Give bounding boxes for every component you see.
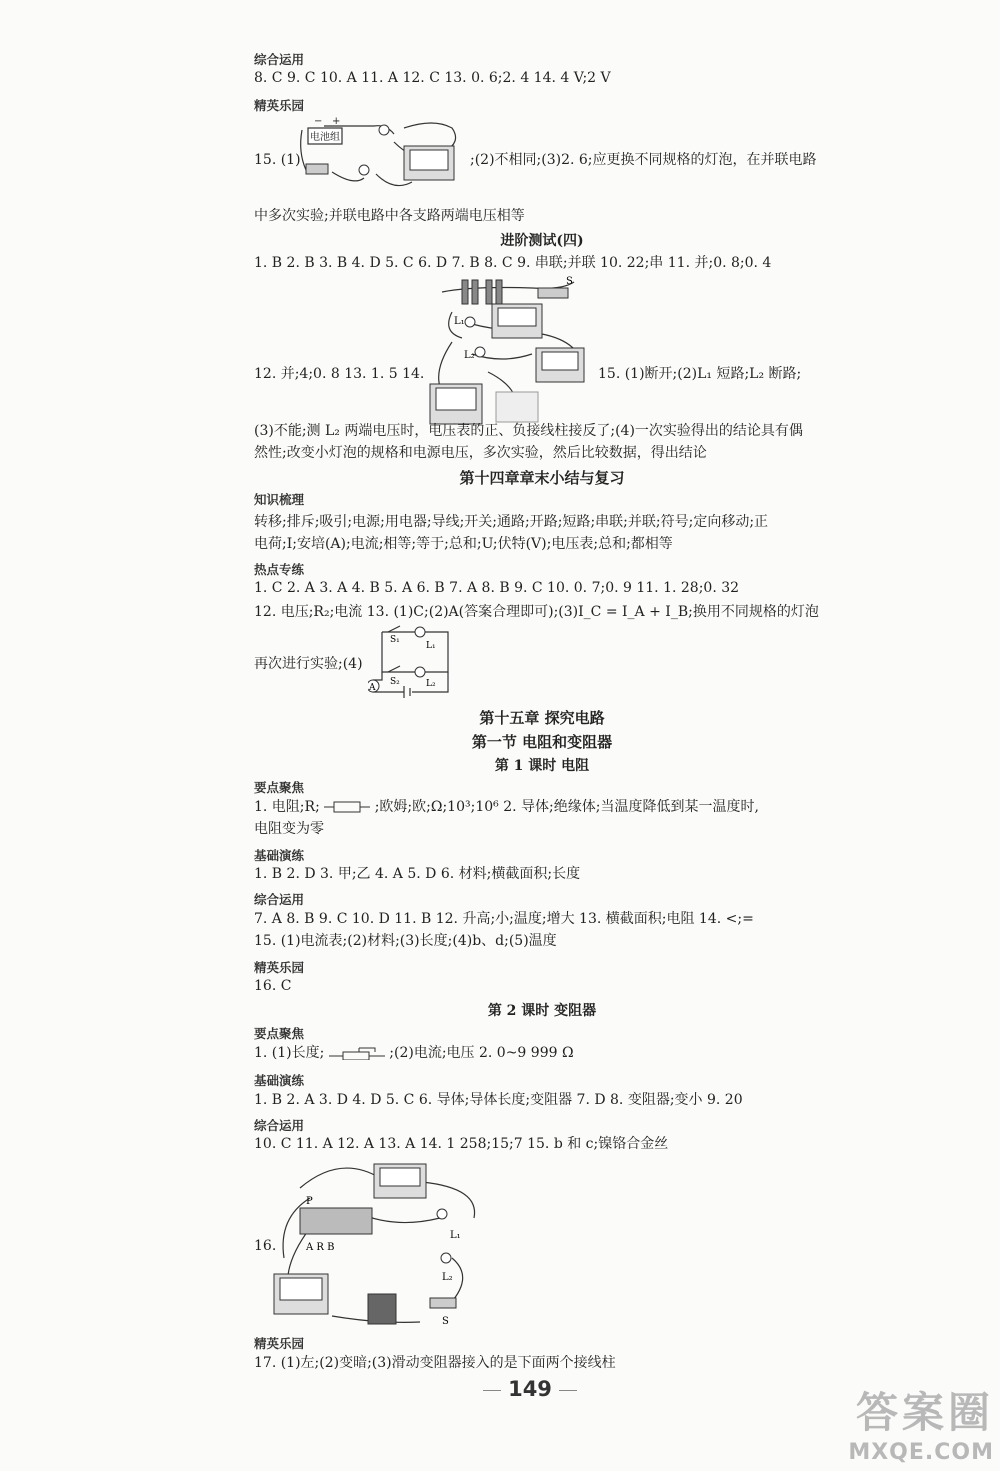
answer-line: 1. B 2. A 3. D 4. D 5. C 6. 导体;导体长度;变阻器 7. D 8. 变阻器;变小 9. 20 (254, 1092, 743, 1108)
answer-line: 10. C 11. A 12. A 13. A 14. 1 258;15;7 15. b 和 c;镍铬合金丝 (254, 1136, 669, 1152)
answer-line: 17. (1)左;(2)变暗;(3)滑动变阻器接入的是下面两个接线柱 (254, 1355, 616, 1371)
page-number: 149 (470, 1377, 590, 1401)
lamp-l1-label: L₁ (426, 641, 436, 651)
heading-jichu-yanlian: 基础演练 (254, 848, 305, 863)
heading-yaodian-jujiao: 要点聚焦 (254, 780, 305, 795)
switch (306, 164, 328, 174)
circuit-figure-q16 (270, 1158, 490, 1334)
bulb-l2 (359, 165, 369, 175)
ammeter-dial (498, 308, 536, 326)
heading-jichu-yanlian: 基础演练 (254, 1073, 305, 1088)
rheostat-p-label: P (306, 1196, 313, 1207)
knowledge-line-2: 电荷;I;安培(A);电流;相等;等于;总和;U;伏特(V);电压表;总和;都相等 (254, 536, 673, 552)
battery-cell-1 (462, 280, 468, 304)
voltmeter-2-dial (436, 388, 476, 410)
question-16-number: 16. (254, 1238, 277, 1254)
answer-line: 15. (1)电流表;(2)材料;(3)长度;(4)b、d;(5)温度 (254, 933, 557, 949)
focus-line-1-start: 1. 电阻;R; (254, 799, 320, 815)
heading-jingying-leyuan: 精英乐园 (254, 1336, 305, 1351)
bulb-l2 (441, 1253, 451, 1263)
rheostat-abcd-label: A R B (306, 1242, 335, 1253)
focus-line-2: 电阻变为零 (254, 821, 324, 837)
lesson-title-2: 第 2 课时 变阻器 (487, 1003, 597, 1019)
switch-label: S (442, 1316, 449, 1327)
voltmeter-dial (380, 1168, 420, 1186)
bulb-l1 (379, 125, 389, 135)
knowledge-line-1: 转移;排斥;吸引;电源;用电器;导线;开关;通路;开路;短路;串联;并联;符号;定向移动;正 (254, 514, 769, 530)
answer-15-part3: (3)不能;测 L₂ 两端电压时，电压表的正、负接线柱接反了;(4)一次实验得出的结论具有偶 (254, 423, 803, 439)
heading-zonghe-yunyong: 综合运用 (254, 52, 305, 67)
question-15-number: 15. (1) (254, 152, 301, 168)
switch-s (430, 1298, 456, 1308)
switch-s1-label: S₁ (390, 635, 400, 645)
battery-cell-4 (496, 280, 502, 304)
answer-13-cont: 再次进行实验;(4) (254, 656, 363, 672)
lesson-title-1: 第 1 课时 电阻 (494, 758, 590, 774)
focus-line-1 (254, 1043, 574, 1063)
battery-label: 电池组 (310, 132, 340, 143)
answer-line: 1. B 2. B 3. B 4. D 5. C 6. D 7. B 8. C 9. 串联;并联 10. 22;串 11. 并;0. 8;0. 4 (254, 255, 772, 271)
heading-zonghe-yunyong: 综合运用 (254, 1118, 305, 1133)
bulb-l2-label: L₂ (464, 350, 475, 361)
answer-line: 7. A 8. B 9. C 10. D 11. B 12. 升高;小;温度;增大 13. 横截面积;电阻 14. <;= (254, 911, 754, 927)
rheostat-symbol (329, 1046, 385, 1060)
battery-plus-sign: + (332, 116, 341, 127)
section-title-test-4: 进阶测试(四) (500, 233, 584, 249)
answer-line: 12. 并;4;0. 8 13. 1. 5 14. (254, 366, 425, 382)
focus-line-1-rest: ;欧姆;欧;Ω;10³;10⁶ 2. 导体;绝缘体;当温度降低到某一温度时, (374, 799, 759, 815)
switch-s (538, 288, 568, 298)
watermark-text: 答案圈 (855, 1388, 994, 1437)
bulb-l1-label: L₁ (450, 1230, 461, 1241)
focus-line-1-rest: ;(2)电流;电压 2. 0~9 999 Ω (389, 1045, 574, 1061)
section-title-ch14-review: 第十四章章末小结与复习 (459, 469, 625, 487)
heading-zhishi-shuli: 知识梳理 (254, 492, 305, 507)
chapter-title-15: 第十五章 探究电路 (479, 709, 605, 727)
heading-yaodian-jujiao: 要点聚焦 (254, 1026, 305, 1041)
ammeter-label: A (369, 683, 376, 693)
battery-cell-3 (486, 280, 492, 304)
question-15-rest: ;(2)不相同;(3)2. 6;应更换不同规格的灯泡，在并联电路 (470, 152, 817, 168)
watermark (848, 1380, 994, 1465)
circuit-diagram-q13 (368, 622, 460, 702)
switch-s2-label: S₂ (390, 677, 400, 687)
circuit-figure-q14 (412, 272, 592, 436)
heading-jingying-leyuan: 精英乐园 (254, 960, 305, 975)
answer-line: 12. 电压;R₂;电流 13. (1)C;(2)A(答案合理即可);(3)I_C = I_A + I_B;换用不同规格的灯泡 (254, 604, 819, 620)
answer-line: 16. C (254, 978, 292, 994)
bulb-l2 (475, 347, 485, 357)
answer-line: 8. C 9. C 10. A 11. A 12. C 13. 0. 6;2. 4 14. 4 V;2 V (254, 70, 611, 86)
resistor-symbol (324, 801, 370, 813)
answer-line: 1. C 2. A 3. A 4. B 5. A 6. B 7. A 8. B 9. C 10. 0. 7;0. 9 11. 1. 28;0. 32 (254, 580, 740, 596)
ammeter-dial (280, 1278, 322, 1300)
lamp-l1-symbol (415, 627, 425, 637)
battery-minus-sign: − (314, 116, 323, 127)
focus-line-1 (254, 797, 759, 817)
stamp-mark (496, 392, 538, 422)
lamp-l2-symbol (415, 667, 425, 677)
answer-15: 15. (1)断开;(2)L₁ 短路;L₂ 断路; (598, 366, 802, 382)
section-title-1: 第一节 电阻和变阻器 (471, 733, 613, 751)
battery-cell-2 (472, 280, 478, 304)
heading-zonghe-yunyong: 综合运用 (254, 892, 305, 907)
bulb-l1 (465, 317, 475, 327)
bulb-l1-label: L₁ (454, 316, 465, 327)
heading-redian-zhuanlian: 热点专练 (254, 562, 305, 577)
focus-line-1-start: 1. (1)长度; (254, 1045, 325, 1061)
bulb-l1 (437, 1209, 447, 1219)
circuit-figure-q15 (294, 112, 464, 194)
watermark-url: MXQE.COM (848, 1440, 994, 1465)
voltmeter-dial (410, 150, 448, 170)
switch-label: S (566, 276, 573, 287)
answer-15-part4: 然性;改变小灯泡的规格和电源电压，多次实验，然后比较数据，得出结论 (254, 445, 707, 461)
lamp-l2-label: L₂ (426, 679, 436, 689)
heading-jingying-leyuan: 精英乐园 (254, 98, 305, 113)
answer-line: 1. B 2. D 3. 甲;乙 4. A 5. D 6. 材料;横截面积;长度 (254, 866, 581, 882)
bulb-l2-label: L₂ (442, 1272, 453, 1283)
battery (368, 1294, 396, 1324)
voltmeter-1-dial (542, 352, 578, 370)
sliding-rheostat (300, 1208, 372, 1234)
question-15-continuation: 中多次实验;并联电路中各支路两端电压相等 (254, 208, 525, 224)
